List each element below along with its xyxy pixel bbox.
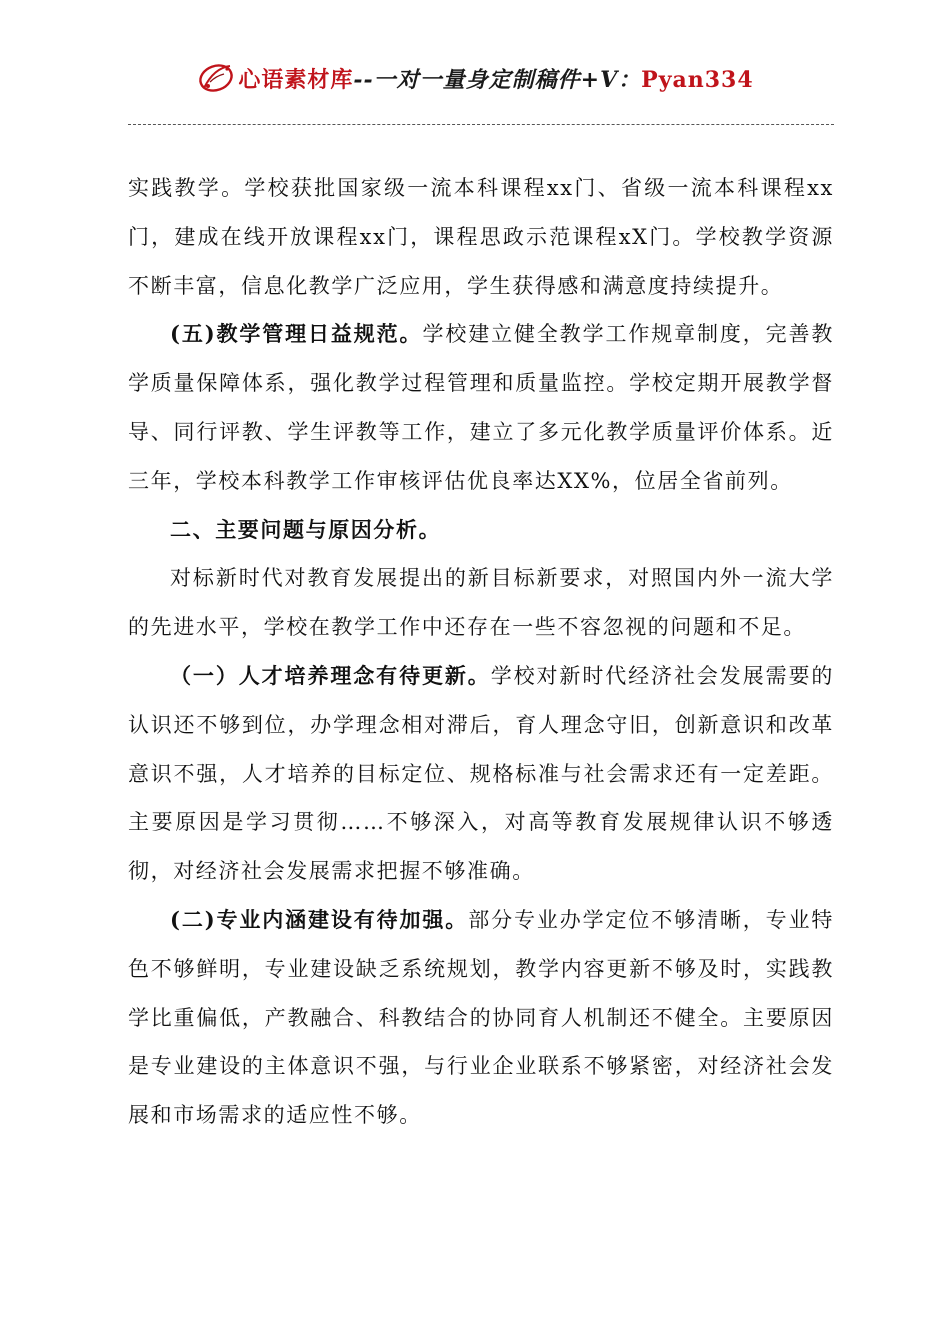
paragraph-lead: (二)专业内涵建设有待加强。 [170,906,469,932]
paragraph-lead: （一）人才培养理念有待更新。 [170,662,491,688]
header-banner [238,63,753,94]
header-separator: -- [353,66,374,93]
contact-id: Pyan334 [641,66,754,93]
contact-prefix: +V： [580,66,642,93]
paragraph-teaching-management [128,310,834,505]
paragraph-text: 对标新时代对教育发展提出的新目标新要求，对照国内外一流大学的先进水平，学校在教学工作中还存在一些不容忽视的问题和不足。 [128,566,834,640]
brand-name: 心语素材库 [238,66,354,93]
header-divider [128,124,834,125]
paragraph-text: 部分专业办学定位不够清晰，专业特色不够鲜明，专业建设缺乏系统规划，教学内容更新不够及时，实践教学比重偏低，产教融合、科教结合的协同育人机制还不健全。主要原因是专业建设的主体意识不强，与行业企业联系不够紧密，对经济社会发展和市场需求的适应性不够。 [128,907,834,1128]
section-heading: 二、主要问题与原因分析。 [170,516,442,542]
paragraph-intro [128,554,834,652]
paragraph-continuation [128,164,834,310]
paragraph-talent-cultivation [128,652,834,896]
page-header [0,58,950,104]
paragraph-text: 学校对新时代经济社会发展需要的认识还不够到位，办学理念相对滞后，育人理念守旧，创新意识和改革意识不强，人才培养的目标定位、规格标准与社会需求还有一定差距。主要原因是学习贯彻……不够深入，对高等教育发展规律认识不够透彻，对经济社会发展需求把握不够准确。 [128,663,834,884]
paragraph-text: 学校建立健全教学工作规章制度，完善教学质量保障体系，强化教学过程管理和质量监控。学校定期开展教学督导、同行评教、学生评教等工作，建立了多元化教学质量评价体系。近三年，学校本科教学工作审核评估优良率达XX%，位居全省前列。 [128,322,834,493]
paragraph-text: 实践教学。学校获批国家级一流本科课程xx门、省级一流本科课程xx门，建成在线开放课程xx门，课程思政示范课程xX门。学校教学资源不断丰富，信息化教学广泛应用，学生获得感和满意度持续提升。 [128,176,834,298]
paragraph-lead: (五)教学管理日益规范。 [170,321,423,347]
document-body [128,164,834,1140]
paragraph-major-construction [128,896,834,1140]
brand-logo-icon [196,58,238,98]
header-slogan: 一对一量身定制稿件 [373,66,581,93]
